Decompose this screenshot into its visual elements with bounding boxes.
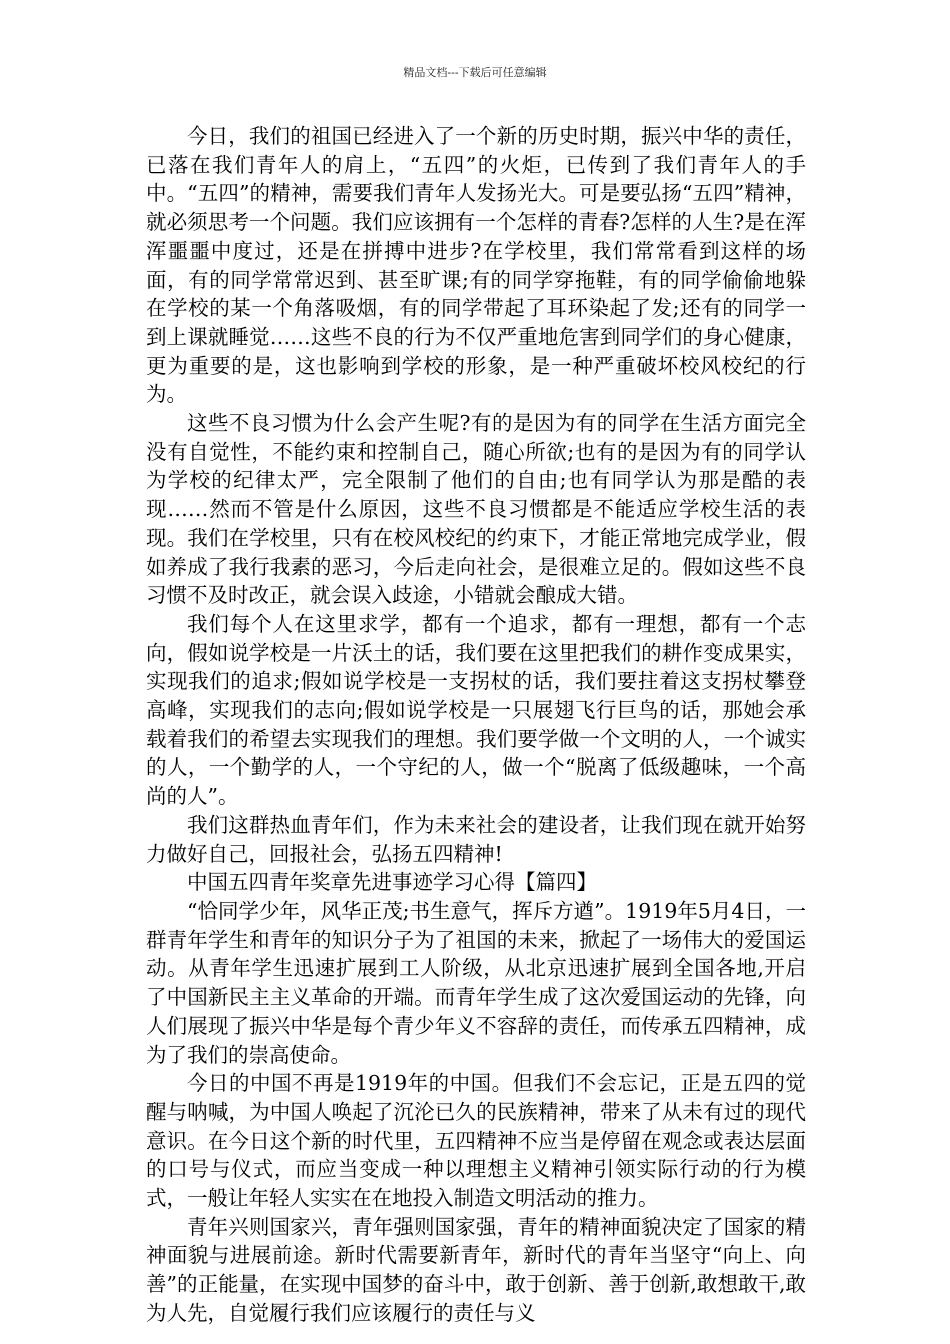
paragraph: 今日，我们的祖国已经进入了一个新的历史时期，振兴中华的责任，已落在我们青年人的肩上，“五四”的火炬，已传到了我们青年人的手中。“五四”的精神，需要我们青年人发扬光大。可是要弘扬“五四”精神，就必须思考一个问题。我们应该拥有一个怎样的青春?怎样的人生?是在浑浑噩噩中度过，还是在拼搏中进步?在学校里，我们常常看到这样的场面，有的同学常常迟到、甚至旷课;有的同学穿拖鞋，有的同学偷偷地躲在学校的某一个角落吸烟，有的同学带起了耳环染起了发;还有的同学一到上课就睡觉……这些不良的行为不仅严重地危害到同学们的身心健康，更为重要的是，这也影响到学校的形象，是一种严重破坏校风校纪的行为。 — [146, 124, 806, 407]
document-body — [146, 122, 806, 1328]
paragraph: “恰同学少年，风华正茂;书生意气，挥斥方遒”。1919年5月4日，一群青年学生和青年的知识分子为了祖国的未来，掀起了一场伟大的爱国运动。从青年学生迅速扩展到工人阶级，从北京迅速扩展到全国各地,开启了中国新民主主义革命的开端。而青年学生成了这次爱国运动的先锋，向人们展现了振兴中华是每个青少年义不容辞的责任，而传承五四精神，成为了我们的崇高使命。 — [146, 898, 806, 1067]
paragraph: 我们每个人在这里求学，都有一个追求，都有一理想，都有一个志向，假如说学校是一片沃土的话，我们要在这里把我们的耕作变成果实，实现我们的追求;假如说学校是一支拐杖的话，我们要拄着这支拐杖攀登高峰，实现我们的志向;假如说学校是一只展翅飞行巨鸟的话，那她会承载着我们的希望去实现我们的理想。我们要学做一个文明的人，一个诚实的人，一个勤学的人，一个守纪的人，做一个“脱离了低级趣味，一个高尚的人”。 — [146, 611, 806, 809]
paragraph: 青年兴则国家兴，青年强则国家强，青年的精神面貌决定了国家的精神面貌与进展前途。新时代需要新青年，新时代的青年当坚守“向上、向善”的正能量，在实现中国梦的奋斗中，敢于创新、善于创新,敢想敢干,敢为人先，自觉履行我们应该履行的责任与义 — [146, 1214, 806, 1325]
paragraph: 我们这群热血青年们，作为未来社会的建设者，让我们现在就开始努力做好自己，回报社会，弘扬五四精神! — [146, 812, 806, 866]
paragraph: 这些不良习惯为什么会产生呢?有的是因为有的同学在生活方面完全没有自觉性，不能约束和控制自己，随心所欲;也有的是因为有的同学认为学校的纪律太严，完全限制了他们的自由;也有同学认为那是酷的表现……然而不管是什么原因，这些不良习惯都是不能适应学校生活的表现。我们在学校里，只有在校风校纪的约束下，才能正常地完成学业，假如养成了我行我素的恶习，今后走向社会，是很难立足的。假如这些不良习惯不及时改正，就会误入歧途，小错就会酿成大错。 — [146, 411, 806, 608]
section-heading: 中国五四青年奖章先进事迹学习心得【篇四】 — [187, 870, 597, 895]
page-header: 精品文档---下载后可任意编辑 — [403, 66, 547, 79]
paragraph: 今日的中国不再是1919年的中国。但我们不会忘记，正是五四的觉醒与呐喊，为中国人唤起了沉沦已久的民族精神，带来了从未有过的现代意识。在今日这个新的时代里，五四精神不应当是停留在观念或表达层面的口号与仪式，而应当变成一种以理想主义精神引领实际行动的行为模式，一般让年轻人实实在在地投入制造文明活动的推力。 — [146, 1071, 806, 1211]
